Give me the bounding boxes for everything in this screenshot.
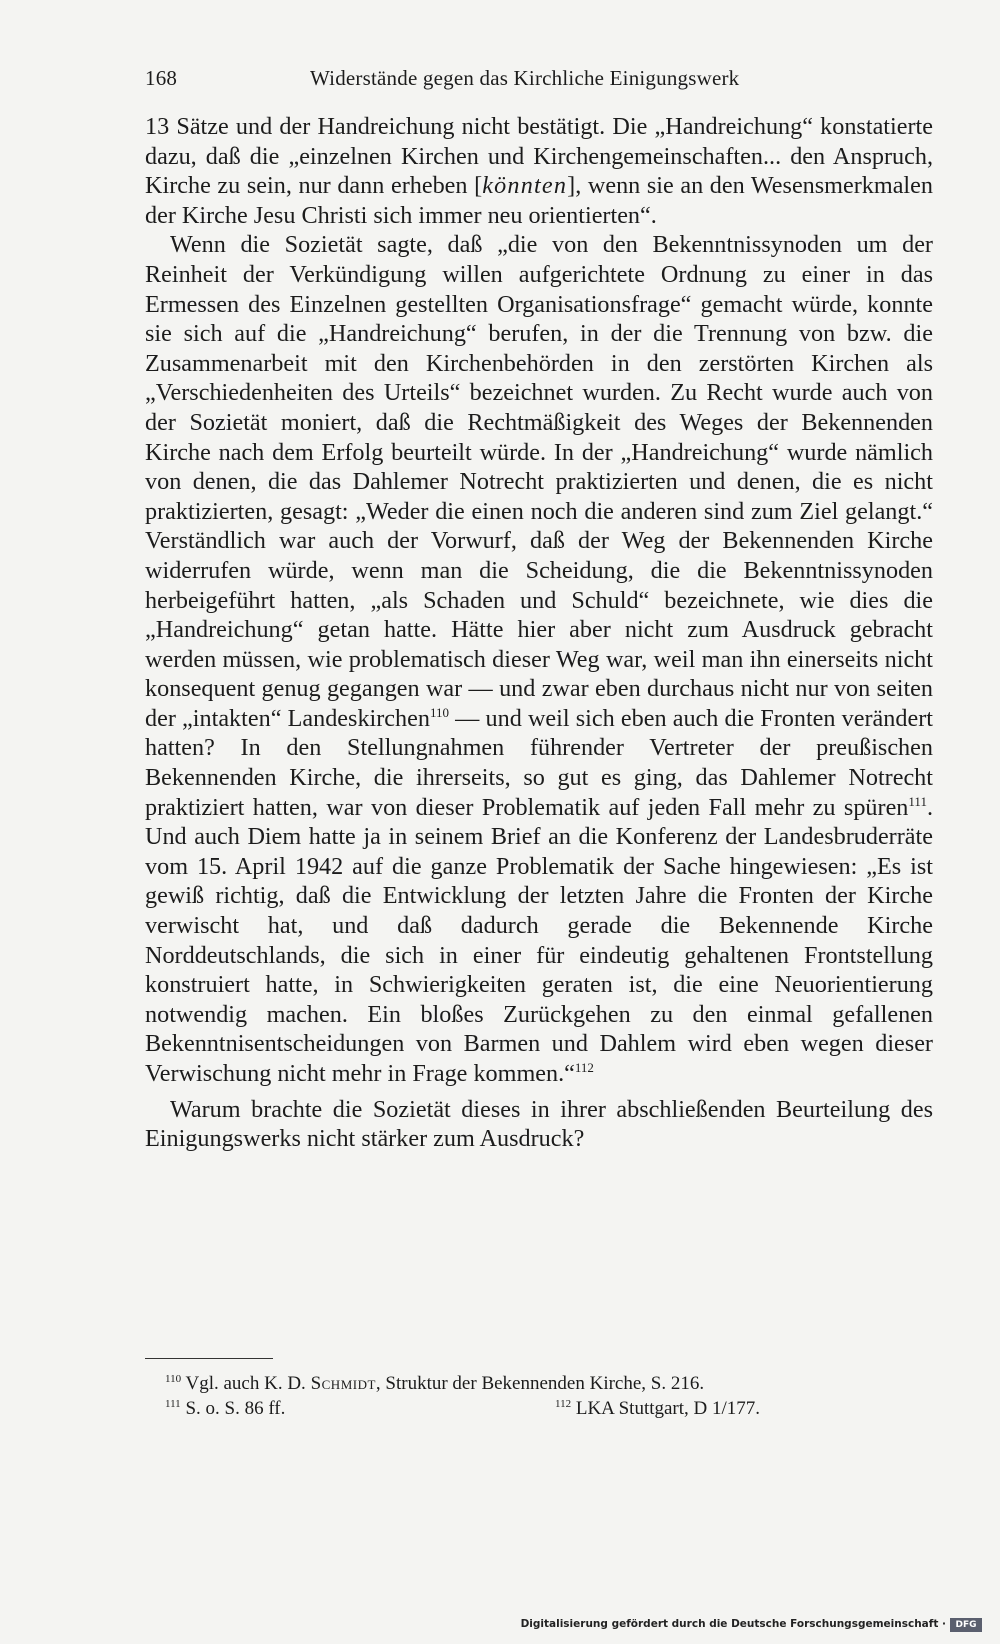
p2-text-a: Wenn die Sozietät sagte, daß „die von den Bekenntnissynoden um der Reinheit der Verkündigung willen aufgerichtete Ordnung zu einer in das Ermessen des Einzelnen gestellten Organisationsfrage“ gemacht würde, konnte sie sich auf die „Handreichung“ berufen, in der die Trennung von bzw. die Zusammenarbeit mit den Kirchenbehörden in den zerstörten Kirchen als „Verschiedenheiten des Urteils“ bezeichnet wurden. Zu Recht wurde auch von der Sozietät moniert, daß die Rechtmäßigkeit des Weges der Bekennenden Kirche nach dem Erfolg beurteilt würde. In der „Handreichung“ wurde nämlich von denen, die das Dahlemer Notrecht praktizierten und denen, die es nicht praktizierten, gesagt: „Weder die einen noch die anderen sind zum Ziel gelangt.“ Verständlich war auch der Vorwurf, daß der Weg der Bekennenden Kirche widerrufen würde, wenn man die Scheidung, die die Bekenntnissynoden herbeigeführt hatten, „als Schaden und Schuld“ bezeichnete, wie dies die „Handreichung“ getan hatte. Hätte hier aber nicht zum Ausdruck gebracht werden müssen, wie problematisch dieser Weg war, weil man ihn einerseits nicht konsequent genug gegangen war — und zwar eben durchaus nicht nur von seiten der „intakten“ Landeskirchen [145, 231, 933, 732]
footnote-112 [555, 1396, 760, 1421]
footnote-number: 110 [165, 1373, 182, 1385]
footnote-110 [165, 1371, 865, 1396]
running-header [145, 66, 765, 96]
footnote-text: Vgl. auch K. D. [181, 1373, 311, 1394]
paragraph-2 [145, 230, 933, 1088]
p2-text-c: . Und auch Diem hatte ja in seinem Brief an die Konferenz der Landesbruderräte vom 15. April 1942 auf die ganze Problematik der Sache hingewiesen: „Es ist gewiß richtig, daß die Entwicklung der letzten Jahre die Fronten der Kirche verwischt hat, und daß dadurch gerade die Bekennende Kirche Norddeutschlands, die sich in einer für eindeutig gehaltenen Frontstellung konstruiert hatte, in Schwierigkeiten geraten ist, die eine Neuorientierung notwendig machen. Ein bloßes Zurückgehen zu den einmal gefallenen Bekenntnisentscheidungen von Barmen und Dahlem wird eben wegen dieser Verwischung nicht mehr in Frage kommen.“ [145, 793, 933, 1087]
digitization-credit: Digitalisierung gefördert durch die Deutsche Forschungsgemeinschaft · [520, 1618, 946, 1630]
paragraph-3: Warum brachte die Sozietät dieses in ihrer abschließenden Beurteilung des Einigungswerks nicht stärker zum Ausdruck? [145, 1095, 933, 1153]
footnote-ref-110[interactable]: 110 [429, 704, 449, 720]
p2-text-b: — und weil sich eben auch die Fronten verändert hatten? In den Stellungnahmen führender Vertreter der preußischen Bekennenden Kirche, die ihrerseits, so gut es ging, das Dahlemer Notrecht praktiziert hatten, war von dieser Problematik auf jeden Fall mehr zu spüren [145, 704, 933, 821]
p1-text-b: ], wenn sie an den Wesensmerkmalen der Kirche Jesu Christi sich immer neu orientierten“. [145, 172, 933, 229]
footnote-number: 112 [555, 1398, 572, 1410]
footnote-text: LKA Stuttgart, D 1/177. [571, 1398, 761, 1419]
p1-text-a: 13 Sätze und der Handreichung nicht bestätigt. Die „Handreichung“ konstatierte dazu, daß die „einzelnen Kirchen und Kirchengemeinschaften... den Anspruch, Kirche zu sein, nur dann erheben [ [145, 113, 933, 200]
footnote-text: S. o. S. 86 ff. [180, 1398, 286, 1419]
running-title: Widerstände gegen das Kirchliche Einigungswerk [310, 66, 740, 90]
paragraph-1 [145, 112, 933, 230]
p1-emphasis: könnten [482, 172, 568, 200]
dfg-logo-icon: DFG [950, 1618, 982, 1632]
footnote-111 [165, 1398, 285, 1419]
footnote-text: , Struktur der Bekennenden Kirche, S. 216. [375, 1373, 705, 1394]
footnote-author: Schmidt [310, 1373, 376, 1394]
page-number: 168 [145, 66, 178, 90]
footnote-divider [145, 1358, 273, 1359]
body-text [145, 112, 933, 1154]
footnote-ref-111[interactable]: 111 [908, 793, 927, 809]
footnote-ref-112[interactable]: 112 [574, 1060, 594, 1075]
footnote-number: 111 [165, 1398, 181, 1410]
footnote-row [165, 1396, 865, 1421]
footnotes [165, 1371, 865, 1421]
